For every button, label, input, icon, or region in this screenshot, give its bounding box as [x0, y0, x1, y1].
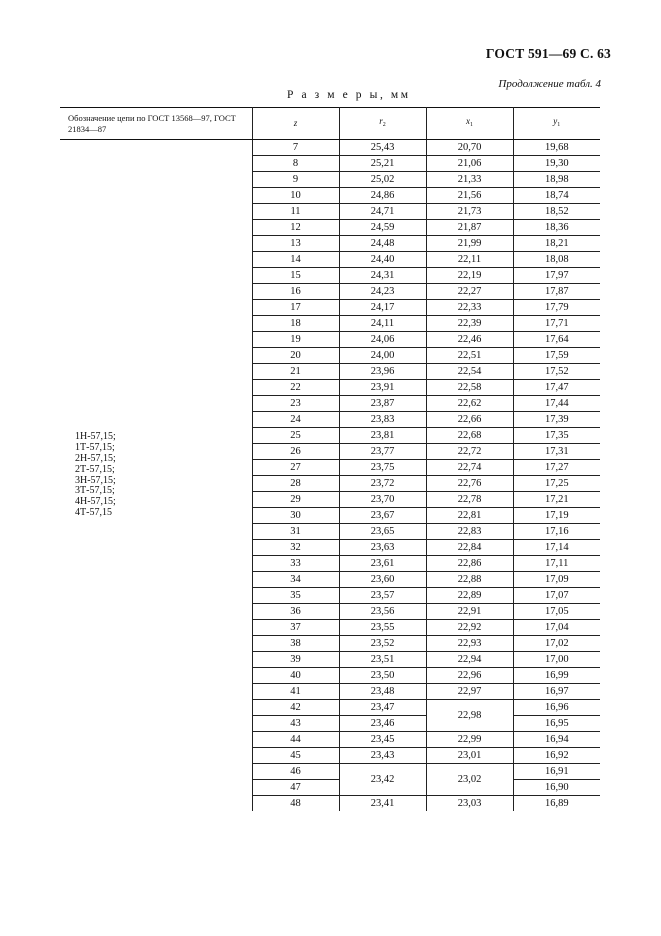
chain-designation-cell — [60, 140, 252, 812]
cell-z: 14 — [252, 252, 339, 268]
cell-y1: 17,09 — [513, 572, 600, 588]
cell-y1: 17,31 — [513, 444, 600, 460]
cell-z: 17 — [252, 300, 339, 316]
cell-z: 29 — [252, 492, 339, 508]
cell-r2: 23,55 — [339, 620, 426, 636]
chain-designation-line: 1Т-57,15; — [75, 442, 115, 454]
cell-z: 33 — [252, 556, 339, 572]
cell-z: 20 — [252, 348, 339, 364]
cell-r2: 24,40 — [339, 252, 426, 268]
column-header-x1 — [426, 108, 513, 140]
cell-z: 10 — [252, 188, 339, 204]
cell-r2: 23,48 — [339, 684, 426, 700]
cell-z: 47 — [252, 780, 339, 796]
cell-r2: 24,59 — [339, 220, 426, 236]
table-body — [60, 140, 600, 812]
cell-x1: 22,51 — [426, 348, 513, 364]
cell-z: 36 — [252, 604, 339, 620]
cell-y1: 18,98 — [513, 172, 600, 188]
cell-z: 22 — [252, 380, 339, 396]
cell-y1: 18,36 — [513, 220, 600, 236]
cell-z: 11 — [252, 204, 339, 220]
cell-x1: 22,58 — [426, 380, 513, 396]
cell-y1: 17,39 — [513, 412, 600, 428]
cell-r2: 24,48 — [339, 236, 426, 252]
cell-r2: 23,41 — [339, 796, 426, 812]
cell-y1: 17,27 — [513, 460, 600, 476]
cell-y1: 18,52 — [513, 204, 600, 220]
cell-y1: 17,64 — [513, 332, 600, 348]
cell-z: 15 — [252, 268, 339, 284]
chain-designation-line: 3Т-57,15; — [75, 485, 115, 497]
cell-z: 32 — [252, 540, 339, 556]
cell-z: 35 — [252, 588, 339, 604]
cell-y1: 17,14 — [513, 540, 600, 556]
cell-y1: 16,92 — [513, 748, 600, 764]
cell-r2: 23,72 — [339, 476, 426, 492]
cell-y1: 17,00 — [513, 652, 600, 668]
chain-designation-line: 2Н-57,15; — [75, 452, 116, 464]
cell-r2: 23,57 — [339, 588, 426, 604]
cell-x1: 22,68 — [426, 428, 513, 444]
cell-z: 28 — [252, 476, 339, 492]
cell-z: 48 — [252, 796, 339, 812]
cell-x1: 22,99 — [426, 732, 513, 748]
cell-y1: 17,35 — [513, 428, 600, 444]
dimensions-table — [60, 107, 600, 811]
cell-r2: 23,63 — [339, 540, 426, 556]
cell-y1: 17,05 — [513, 604, 600, 620]
cell-y1: 18,74 — [513, 188, 600, 204]
cell-x1: 22,97 — [426, 684, 513, 700]
cell-z: 24 — [252, 412, 339, 428]
cell-y1: 17,71 — [513, 316, 600, 332]
cell-y1: 16,90 — [513, 780, 600, 796]
cell-y1: 17,79 — [513, 300, 600, 316]
cell-r2: 24,11 — [339, 316, 426, 332]
cell-x1: 22,96 — [426, 668, 513, 684]
cell-r2: 23,77 — [339, 444, 426, 460]
cell-r2: 23,96 — [339, 364, 426, 380]
cell-r2: 23,81 — [339, 428, 426, 444]
cell-r2: 24,23 — [339, 284, 426, 300]
cell-y1: 16,89 — [513, 796, 600, 812]
cell-z: 39 — [252, 652, 339, 668]
cell-x1: 22,11 — [426, 252, 513, 268]
cell-r2: 23,65 — [339, 524, 426, 540]
cell-x1: 22,88 — [426, 572, 513, 588]
cell-z: 19 — [252, 332, 339, 348]
cell-z: 38 — [252, 636, 339, 652]
cell-x1: 21,87 — [426, 220, 513, 236]
cell-x1: 21,99 — [426, 236, 513, 252]
page-header: ГОСТ 591—69 С. 63 — [485, 46, 611, 61]
cell-r2: 23,83 — [339, 412, 426, 428]
cell-z: 12 — [252, 220, 339, 236]
cell-r2: 23,50 — [339, 668, 426, 684]
cell-z: 21 — [252, 364, 339, 380]
cell-z: 8 — [252, 156, 339, 172]
cell-x1: 22,98 — [426, 700, 513, 732]
cell-x1: 22,33 — [426, 300, 513, 316]
cell-y1: 16,95 — [513, 716, 600, 732]
cell-x1: 22,89 — [426, 588, 513, 604]
column-header-x1-subscript: 1 — [470, 122, 473, 128]
cell-y1: 17,16 — [513, 524, 600, 540]
cell-z: 18 — [252, 316, 339, 332]
cell-z: 9 — [252, 172, 339, 188]
cell-x1: 22,81 — [426, 508, 513, 524]
cell-y1: 17,47 — [513, 380, 600, 396]
cell-z: 37 — [252, 620, 339, 636]
cell-y1: 17,19 — [513, 508, 600, 524]
cell-r2: 23,75 — [339, 460, 426, 476]
cell-z: 26 — [252, 444, 339, 460]
cell-z: 31 — [252, 524, 339, 540]
cell-z: 25 — [252, 428, 339, 444]
cell-x1: 22,66 — [426, 412, 513, 428]
cell-z: 23 — [252, 396, 339, 412]
cell-r2: 23,51 — [339, 652, 426, 668]
cell-r2: 25,43 — [339, 140, 426, 156]
chain-designation-line: 4Т-57,15 — [75, 506, 112, 518]
cell-x1: 22,86 — [426, 556, 513, 572]
cell-r2: 24,06 — [339, 332, 426, 348]
cell-x1: 23,03 — [426, 796, 513, 812]
cell-y1: 17,97 — [513, 268, 600, 284]
cell-x1: 20,70 — [426, 140, 513, 156]
column-header-r2-symbol: r — [379, 116, 383, 126]
cell-x1: 23,01 — [426, 748, 513, 764]
cell-r2: 23,42 — [339, 764, 426, 796]
cell-z: 41 — [252, 684, 339, 700]
cell-r2: 23,45 — [339, 732, 426, 748]
chain-designation-line: 2Т-57,15; — [75, 463, 115, 475]
cell-x1: 22,93 — [426, 636, 513, 652]
cell-y1: 18,08 — [513, 252, 600, 268]
cell-y1: 19,68 — [513, 140, 600, 156]
cell-x1: 22,62 — [426, 396, 513, 412]
cell-x1: 22,91 — [426, 604, 513, 620]
cell-z: 43 — [252, 716, 339, 732]
column-header-x1-symbol: x — [466, 116, 470, 126]
cell-x1: 21,73 — [426, 204, 513, 220]
cell-x1: 22,76 — [426, 476, 513, 492]
cell-x1: 22,54 — [426, 364, 513, 380]
cell-y1: 17,52 — [513, 364, 600, 380]
table-continuation-note: Продолжение табл. 4 — [498, 78, 601, 90]
cell-z: 7 — [252, 140, 339, 156]
cell-x1: 22,83 — [426, 524, 513, 540]
cell-y1: 19,30 — [513, 156, 600, 172]
cell-z: 16 — [252, 284, 339, 300]
cell-z: 45 — [252, 748, 339, 764]
cell-z: 40 — [252, 668, 339, 684]
cell-y1: 17,87 — [513, 284, 600, 300]
table-header-row — [60, 108, 600, 140]
cell-y1: 17,02 — [513, 636, 600, 652]
cell-r2: 24,31 — [339, 268, 426, 284]
column-header-z: z — [252, 108, 339, 140]
cell-y1: 17,04 — [513, 620, 600, 636]
column-header-y1-subscript: 1 — [557, 122, 561, 128]
cell-x1: 21,06 — [426, 156, 513, 172]
cell-x1: 22,39 — [426, 316, 513, 332]
cell-z: 42 — [252, 700, 339, 716]
cell-r2: 25,02 — [339, 172, 426, 188]
column-header-designation: Обозначение цепи по ГОСТ 13568—97, ГОСТ 21834—87 — [60, 108, 252, 140]
cell-y1: 17,44 — [513, 396, 600, 412]
cell-y1: 17,07 — [513, 588, 600, 604]
cell-y1: 16,91 — [513, 764, 600, 780]
cell-r2: 23,60 — [339, 572, 426, 588]
cell-x1: 22,19 — [426, 268, 513, 284]
cell-z: 46 — [252, 764, 339, 780]
cell-x1: 22,84 — [426, 540, 513, 556]
cell-x1: 21,56 — [426, 188, 513, 204]
cell-r2: 23,70 — [339, 492, 426, 508]
cell-x1: 23,02 — [426, 764, 513, 796]
cell-r2: 23,52 — [339, 636, 426, 652]
column-header-r2-subscript: 2 — [382, 122, 386, 128]
cell-z: 44 — [252, 732, 339, 748]
cell-x1: 22,46 — [426, 332, 513, 348]
cell-x1: 22,92 — [426, 620, 513, 636]
cell-x1: 22,74 — [426, 460, 513, 476]
table-row — [60, 140, 600, 156]
cell-y1: 18,21 — [513, 236, 600, 252]
chain-designation-line: 3Н-57,15; — [75, 474, 116, 486]
cell-r2: 23,91 — [339, 380, 426, 396]
cell-r2: 23,47 — [339, 700, 426, 716]
chain-designation-line: 4Н-57,15; — [75, 496, 116, 508]
cell-z: 13 — [252, 236, 339, 252]
column-header-y1-symbol: y — [553, 116, 558, 126]
cell-x1: 22,78 — [426, 492, 513, 508]
cell-r2: 23,56 — [339, 604, 426, 620]
cell-r2: 23,43 — [339, 748, 426, 764]
cell-z: 30 — [252, 508, 339, 524]
cell-z: 27 — [252, 460, 339, 476]
column-header-r2 — [339, 108, 426, 140]
cell-x1: 22,27 — [426, 284, 513, 300]
table-caption: Р а з м е р ы, мм — [287, 89, 411, 101]
cell-y1: 16,96 — [513, 700, 600, 716]
cell-z: 34 — [252, 572, 339, 588]
cell-r2: 24,17 — [339, 300, 426, 316]
cell-y1: 16,94 — [513, 732, 600, 748]
cell-y1: 16,99 — [513, 668, 600, 684]
cell-r2: 24,71 — [339, 204, 426, 220]
cell-r2: 23,46 — [339, 716, 426, 732]
cell-y1: 16,97 — [513, 684, 600, 700]
cell-x1: 22,72 — [426, 444, 513, 460]
cell-r2: 24,00 — [339, 348, 426, 364]
cell-r2: 23,61 — [339, 556, 426, 572]
cell-r2: 25,21 — [339, 156, 426, 172]
cell-y1: 17,21 — [513, 492, 600, 508]
cell-r2: 23,67 — [339, 508, 426, 524]
cell-r2: 24,86 — [339, 188, 426, 204]
chain-designation-line: 1Н-57,15; — [75, 431, 116, 443]
cell-y1: 17,11 — [513, 556, 600, 572]
cell-x1: 22,94 — [426, 652, 513, 668]
cell-y1: 17,59 — [513, 348, 600, 364]
cell-x1: 21,33 — [426, 172, 513, 188]
column-header-y1 — [513, 108, 600, 140]
cell-y1: 17,25 — [513, 476, 600, 492]
cell-r2: 23,87 — [339, 396, 426, 412]
